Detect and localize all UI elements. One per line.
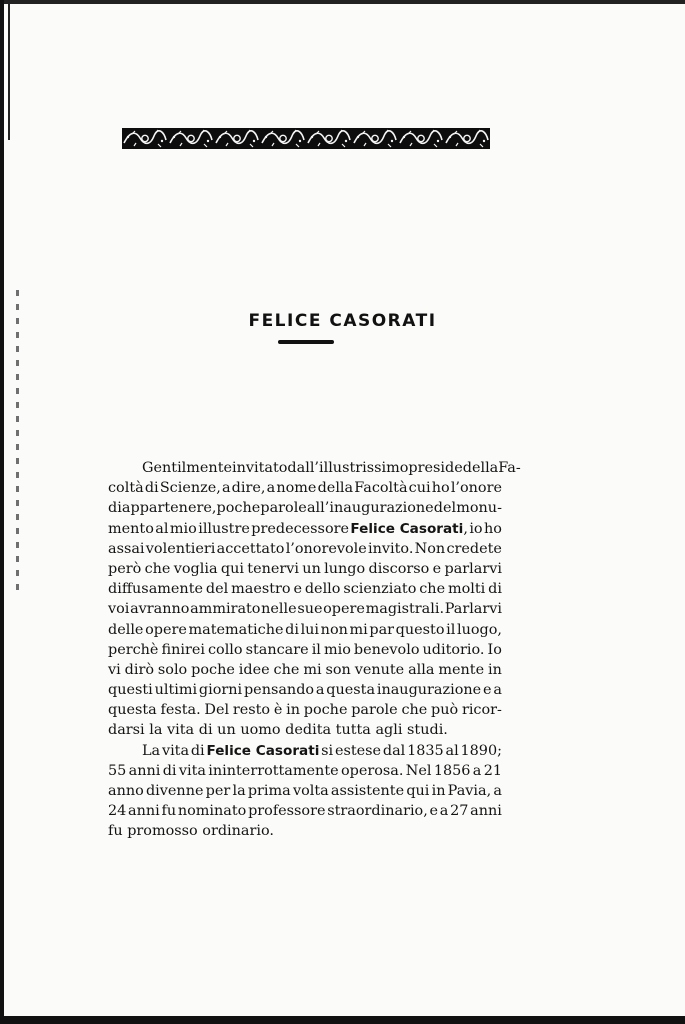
word: agli <box>375 722 403 739</box>
word: a <box>493 783 502 799</box>
word: festa. <box>160 702 201 719</box>
word: tenervi <box>247 560 299 577</box>
word: a <box>439 803 449 820</box>
word: in <box>488 661 502 678</box>
word: Del <box>204 702 230 719</box>
word: anni <box>128 762 161 779</box>
word: che <box>401 702 428 719</box>
word: che <box>273 661 300 678</box>
word: studi. <box>407 722 448 739</box>
word: e <box>432 560 442 577</box>
word: accettato <box>216 540 285 557</box>
word: 21 <box>483 762 502 779</box>
word: ammirato <box>190 601 261 618</box>
word: nome <box>276 480 317 497</box>
word: è <box>273 702 283 719</box>
text-line <box>108 781 502 801</box>
word: Io <box>487 641 502 658</box>
word: e <box>482 682 492 699</box>
word: finirei <box>161 641 205 658</box>
word: son <box>325 661 351 678</box>
word: non <box>320 621 348 638</box>
word: La <box>142 742 161 759</box>
word: in <box>286 702 300 719</box>
scan-edge-top <box>0 0 685 4</box>
text-line <box>108 660 502 680</box>
word: del <box>205 581 229 598</box>
word: anno <box>108 783 144 799</box>
word: per <box>205 783 231 799</box>
word: dirò <box>124 661 154 678</box>
word: giorni <box>198 682 243 699</box>
word: lui <box>300 621 320 638</box>
word: un <box>302 560 321 577</box>
text-line <box>108 801 502 821</box>
word: delle <box>108 621 144 638</box>
word: Facoltà <box>354 480 408 497</box>
word: vita <box>161 742 190 759</box>
word: illustre <box>198 520 250 537</box>
title-underline <box>278 340 334 344</box>
word: parole <box>260 500 307 517</box>
word: e <box>429 803 439 820</box>
word: 55 <box>108 762 127 779</box>
text-line <box>108 821 502 841</box>
word: mio <box>323 641 351 658</box>
word: perchè <box>108 641 159 658</box>
word: parole <box>351 702 398 719</box>
word: opere <box>323 601 365 618</box>
text-line <box>108 761 502 781</box>
word: benevolo <box>353 641 420 658</box>
word: Parlarvi <box>444 601 502 618</box>
word: di <box>190 742 205 759</box>
word: a <box>221 480 231 497</box>
text-line <box>108 680 502 700</box>
word: venute <box>354 661 405 678</box>
word: par <box>369 621 395 638</box>
text-line <box>108 559 502 579</box>
word: di <box>162 762 177 779</box>
scan-edge-mark <box>8 0 10 140</box>
word: uditorio. <box>422 641 485 658</box>
ornament-vine-icon <box>122 128 490 149</box>
word: 1856 <box>433 762 471 779</box>
word: questo <box>395 621 445 638</box>
word: magistrali. <box>365 601 445 618</box>
word: pensando <box>243 682 315 699</box>
word: dedita <box>285 722 332 739</box>
word: operosa. <box>340 762 404 779</box>
word: Felice Casorati, <box>350 520 468 537</box>
word: Scienze, <box>159 480 221 497</box>
word: dello <box>304 581 341 598</box>
word: che <box>144 560 171 577</box>
word: nominato <box>177 803 247 820</box>
word: maestro <box>231 581 291 598</box>
word: monu- <box>456 500 502 517</box>
word: invitato <box>232 460 288 476</box>
word: inaugurazione <box>376 682 482 699</box>
word: ricor- <box>461 702 502 719</box>
word: questi <box>108 682 153 699</box>
word: ho <box>431 480 450 497</box>
word: di <box>285 621 299 638</box>
text-line <box>108 620 502 640</box>
word: di <box>144 480 159 497</box>
word: un <box>217 722 236 739</box>
word: il <box>446 621 456 638</box>
word: al <box>155 520 169 537</box>
word: e <box>293 581 302 598</box>
text-line <box>108 458 521 478</box>
word: a <box>493 682 502 699</box>
word: vita <box>178 762 206 779</box>
word: a <box>266 480 276 497</box>
word: questa <box>326 682 376 699</box>
word: preside <box>408 460 463 476</box>
word: Nel <box>405 762 432 779</box>
word: lungo <box>324 560 366 577</box>
word: estese <box>334 742 382 759</box>
word: fu <box>108 823 123 840</box>
word: dall’illustrissimo <box>287 460 409 476</box>
text-line <box>108 478 502 498</box>
word: qui <box>406 783 430 799</box>
word: dal <box>382 742 406 759</box>
word: Gentilmente <box>142 460 232 476</box>
text-line <box>108 700 502 720</box>
text-line <box>108 519 502 539</box>
word: fu <box>161 803 177 820</box>
word: 24 <box>108 803 127 820</box>
word: la <box>232 783 246 799</box>
word: parlarvi <box>444 560 502 577</box>
word: che <box>419 581 446 598</box>
word: dire, <box>231 480 266 497</box>
word: tutta <box>335 722 371 739</box>
word: assistente <box>330 783 405 799</box>
word: credete <box>446 540 502 557</box>
word: diffusamente <box>108 581 204 598</box>
word: volta <box>292 783 329 799</box>
word: Pavia, <box>447 783 492 799</box>
word: nelle <box>261 601 297 618</box>
word: luogo, <box>456 621 502 638</box>
word: ordinario. <box>202 823 274 840</box>
word: matematiche <box>188 621 284 638</box>
word: 27 <box>450 803 469 820</box>
word: invito. <box>368 540 414 557</box>
word: divenne <box>145 783 204 799</box>
word: poche <box>191 661 235 678</box>
word: di <box>198 722 213 739</box>
scan-edge-bottom <box>0 1016 685 1024</box>
scan-speck-strip <box>16 290 19 590</box>
text-line <box>108 741 502 761</box>
word: coltà <box>108 480 144 497</box>
word: alla <box>408 661 435 678</box>
word: opere <box>145 621 187 638</box>
word: promosso <box>127 823 198 840</box>
text-line <box>108 539 502 559</box>
word: volentieri <box>145 540 216 557</box>
word: io <box>469 520 483 537</box>
word: inaugurazione <box>329 500 434 517</box>
word: della <box>317 480 354 497</box>
body-text <box>108 458 521 842</box>
word: del <box>433 500 457 517</box>
page-title: FELICE CASORATI <box>248 311 437 331</box>
word: di <box>108 500 122 517</box>
scan-edge-left <box>0 0 4 1024</box>
word: avranno <box>130 601 190 618</box>
text-line <box>108 640 502 660</box>
word: però <box>108 560 142 577</box>
word: Felice Casorati <box>206 742 320 759</box>
word: in <box>431 783 446 799</box>
word: anni <box>128 803 160 820</box>
text-line <box>108 599 502 619</box>
word: a <box>472 762 482 779</box>
word: solo <box>157 661 188 678</box>
word: l’onore <box>450 480 502 497</box>
word: all’ <box>306 500 330 517</box>
word: 1890; <box>460 742 502 759</box>
word: prima <box>247 783 291 799</box>
word: 1835 <box>407 742 444 759</box>
word: a <box>315 682 325 699</box>
word: può <box>431 702 459 719</box>
word: appartenere, <box>121 500 217 517</box>
word: professore <box>248 803 326 820</box>
word: si <box>321 742 334 759</box>
word: uomo <box>240 722 281 739</box>
word: idee <box>238 661 270 678</box>
text-line <box>108 720 502 740</box>
word: scienziato <box>343 581 417 598</box>
word: collo <box>207 641 243 658</box>
word: voi <box>108 601 130 618</box>
word: ininterrottamente <box>208 762 339 779</box>
word: anni <box>470 803 502 820</box>
word: la <box>149 722 163 739</box>
word: ultimi <box>154 682 198 699</box>
word: vita <box>167 722 195 739</box>
word: al <box>445 742 459 759</box>
word: darsi <box>108 722 145 739</box>
word: sue <box>297 601 323 618</box>
word: mi <box>303 661 322 678</box>
word: cui <box>408 480 431 497</box>
word: vi <box>108 661 121 678</box>
word: poche <box>303 702 348 719</box>
word: resto <box>232 702 271 719</box>
word: della <box>462 460 499 476</box>
word: l’onorevole <box>285 540 367 557</box>
word: il <box>311 641 321 658</box>
word: predecessore <box>251 520 350 537</box>
word: ho <box>484 520 502 537</box>
word: Fa- <box>498 460 521 476</box>
ornamental-band <box>122 128 490 149</box>
text-line <box>108 579 502 599</box>
word: voglia <box>173 560 218 577</box>
word: poche <box>216 500 261 517</box>
word: molti <box>447 581 486 598</box>
word: stancare <box>245 641 309 658</box>
word: mento <box>108 520 154 537</box>
word: straordinario, <box>327 803 428 820</box>
word: di <box>488 581 502 598</box>
word: questa <box>108 702 157 719</box>
word: qui <box>220 560 244 577</box>
text-line <box>108 498 502 518</box>
word: assai <box>108 540 145 557</box>
word: Non <box>414 540 446 557</box>
word: discorso <box>368 560 430 577</box>
word: mio <box>169 520 197 537</box>
word: mi <box>349 621 368 638</box>
word: mente <box>438 661 485 678</box>
